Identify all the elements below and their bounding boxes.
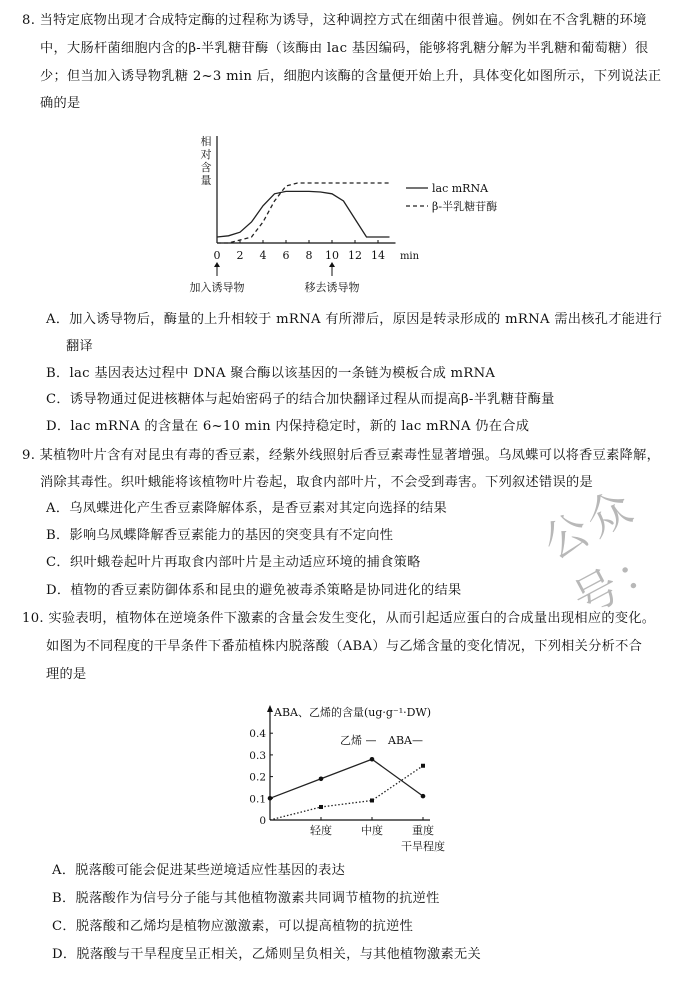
y-tick-label: 0.2 (249, 771, 266, 784)
y-axis-label: 对 (200, 148, 212, 161)
legend-label-lac-mrna: lac mRNA (432, 182, 489, 195)
arrow-head (214, 262, 220, 267)
legend-label-ethylene: 乙烯 — (340, 734, 377, 747)
ethylene-point (319, 776, 324, 781)
x-tick-label: 0 (213, 249, 221, 262)
option-b: B．影响乌凤蝶降解香豆素能力的基因的突变具有不定向性 (46, 528, 394, 543)
x-tick-label: 4 (259, 249, 267, 262)
y-axis-label: 量 (200, 174, 212, 187)
arrow-head (329, 262, 335, 267)
aba-point (319, 805, 323, 809)
drought-hormone-chart (0, 700, 692, 860)
option-d: D．脱落酸与干旱程度呈正相关，乙烯则呈负相关，与其他植物激素无关 (52, 947, 481, 962)
x-tick-label: 重度 (412, 824, 434, 837)
option-d: D．lac mRNA 的含量在 6~10 min 内保持稳定时，新的 lac mRNA 仍在合成 (46, 419, 530, 434)
remove-inducer-label: 移去诱导物 (304, 281, 360, 294)
aba-point (421, 764, 425, 768)
y-tick-label: 0.3 (249, 749, 266, 762)
question-8-stem-line: 少；但当加入诱导物乳糖 2~3 min 后，细胞内该酶的含量便开始上升，具体变化如图所示，下列说法正 (40, 69, 662, 84)
question-8-stem-line: 确的是 (40, 96, 81, 111)
aba-series-line (270, 766, 423, 820)
ethylene-point (268, 796, 273, 801)
question-9-stem-line: 消除其毒性。织叶蛾能将该植物叶片卷起，取食内部叶片，不会受到毒害。下列叙述错误的是 (40, 475, 593, 490)
ethylene-point (370, 757, 375, 762)
question-10-stem-line: 理的是 (46, 667, 87, 682)
y-axis-label: 相 (200, 135, 212, 148)
legend-label-enzyme: β-半乳糖苷酶 (432, 200, 498, 213)
lac-mrna-series-line (217, 191, 390, 237)
option-a: A．加入诱导物后，酶量的上升相较于 mRNA 有所滞后，原因是转录形成的 mRNA 需出核孔才能进行 (46, 312, 663, 327)
option-c: C．织叶蛾卷起叶片再取食内部叶片是主动适应环境的捕食策略 (46, 555, 421, 570)
add-inducer-label: 加入诱导物 (189, 281, 245, 294)
x-tick-label: 8 (305, 249, 313, 262)
y-tick-label: 0.1 (249, 793, 266, 806)
option-a-cont: 翻译 (66, 339, 93, 354)
x-tick-label: 2 (236, 249, 244, 262)
y-axis-arrow (267, 705, 273, 712)
option-a: A．乌凤蝶进化产生香豆素降解体系，是香豆素对其定向选择的结果 (46, 501, 447, 516)
question-8-stem-line: 8. 当特定底物出现才合成特定酶的过程称为诱导，这种调控方式在细菌中很普遍。例如在不含乳糖的环境 (22, 13, 647, 28)
option-c: C．诱导物通过促进核糖体与起始密码子的结合加快翻译过程从而提高β-半乳糖苷酶量 (46, 392, 555, 407)
question-10-stem-line: 如图为不同程度的干旱条件下番茄植株内脱落酸（ABA）与乙烯含量的变化情况，下列相关分析不合 (46, 639, 643, 654)
x-axis-unit: min (399, 251, 420, 262)
x-tick-label: 12 (348, 249, 362, 262)
x-tick-label: 14 (371, 249, 385, 262)
y-axis-title: ABA、乙烯的含量(ug·g⁻¹·DW) (274, 706, 432, 719)
aba-point (370, 798, 374, 802)
y-tick-label: 0 (259, 815, 266, 827)
ethylene-series-line (270, 759, 423, 798)
x-axis-label: 干旱程度 (401, 840, 445, 853)
watermark: 公众号： (535, 479, 674, 627)
option-b: B．脱落酸作为信号分子能与其他植物激素共同调节植物的抗逆性 (52, 891, 440, 906)
y-axis-label: 含 (200, 161, 212, 174)
option-b: B．lac 基因表达过程中 DNA 聚合酶以该基因的一条链为模板合成 mRNA (46, 366, 496, 381)
question-10-stem-line: 10. 实验表明，植物体在逆境条件下激素的含量会发生变化，从而引起适应蛋白的合成量出现相应的变化。 (22, 611, 656, 626)
legend-label-aba: ABA— (388, 734, 423, 747)
option-d: D．植物的香豆素防御体系和昆虫的避免被毒杀策略是协同进化的结果 (46, 583, 462, 598)
question-9-stem-line: 9. 某植物叶片含有对昆虫有毒的香豆素，经紫外线照射后香豆素毒性显著增强。乌凤蝶可以将香豆素降解， (22, 448, 661, 463)
ethylene-point (421, 794, 426, 799)
question-8-stem-line: 中，大肠杆菌细胞内含的β-半乳糖苷酶（该酶由 lac 基因编码，能够将乳糖分解为半乳糖和葡萄糖）很 (40, 41, 649, 56)
x-tick-label: 6 (282, 249, 290, 262)
x-tick-label: 10 (325, 249, 339, 262)
option-c: C．脱落酸和乙烯均是植物应激激素，可以提高植物的抗逆性 (52, 919, 414, 934)
y-tick-label: 0.4 (249, 728, 266, 741)
enzyme-induction-chart (0, 128, 692, 298)
x-tick-label: 轻度 (310, 824, 332, 837)
x-tick-label: 中度 (361, 824, 383, 837)
option-a: A．脱落酸可能会促进某些逆境适应性基因的表达 (52, 863, 346, 878)
